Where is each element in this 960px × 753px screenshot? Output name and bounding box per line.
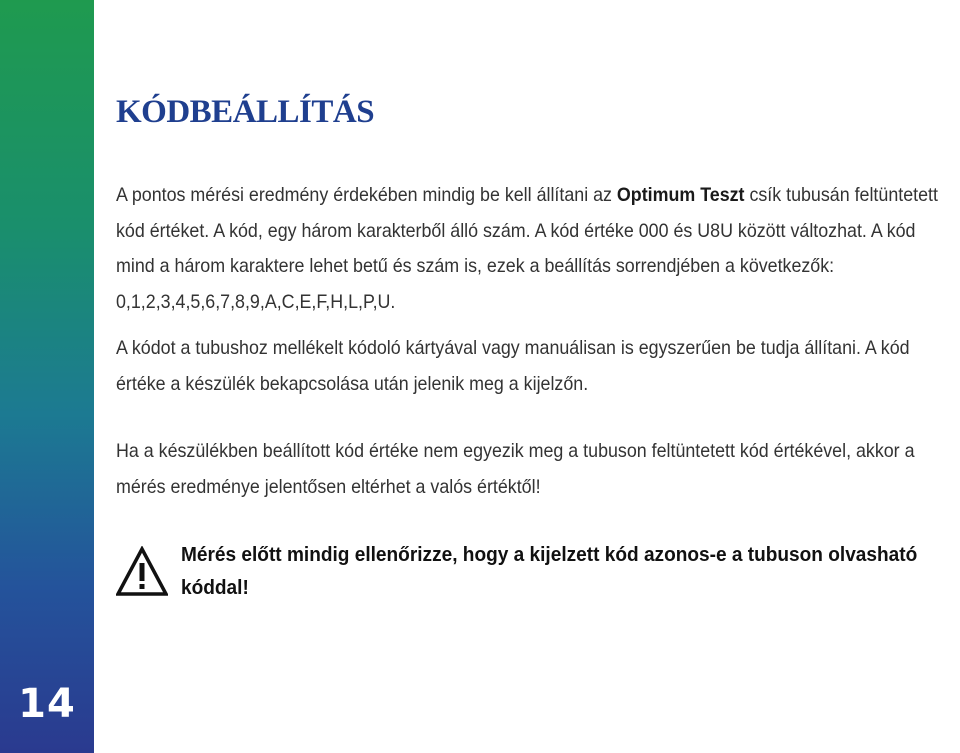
paragraph-intro-text-start: A pontos mérési eredmény érdekében mindig be kell állítani az	[116, 185, 617, 206]
paragraph-mismatch: Ha a készülékben beállított kód értéke nem egyezik meg a tubuson feltüntetett kód értékével, akkor a mérés eredménye jelentősen eltérhet a valós értéktől!	[116, 441, 915, 498]
paragraph-coding-card: A kódot a tubushoz mellékelt kódoló kártyával vagy manuálisan is egyszerűen be tudja állítani. A kód értéke a készülék bekapcsolása után jelenik meg a kijelzőn.	[116, 338, 910, 395]
warning-icon	[116, 546, 168, 598]
paragraph-intro	[116, 178, 953, 320]
paragraph-intro-text-end: csík tubusán feltüntetett kód értéket. A kód, egy három karakterből álló szám. A kód értéke 000 és U8U között változhat. A kód mind a három karaktere lehet betű és szám is, ezek a beállítás sorrendjében a következők: 0,1,2,3,4,5,6,7,8,9,A,C,E,F,H,L,P,U.	[116, 185, 938, 313]
warning-text: Mérés előtt mindig ellenőrizze, hogy a kijelzett kód azonos-e a tubuson olvasható kóddal!	[181, 543, 918, 599]
page-title: KÓDBEÁLLÍTÁS	[116, 94, 375, 130]
product-name: Optimum Teszt	[616, 185, 745, 206]
page-number: 14	[18, 681, 76, 727]
side-color-band	[0, 0, 94, 753]
